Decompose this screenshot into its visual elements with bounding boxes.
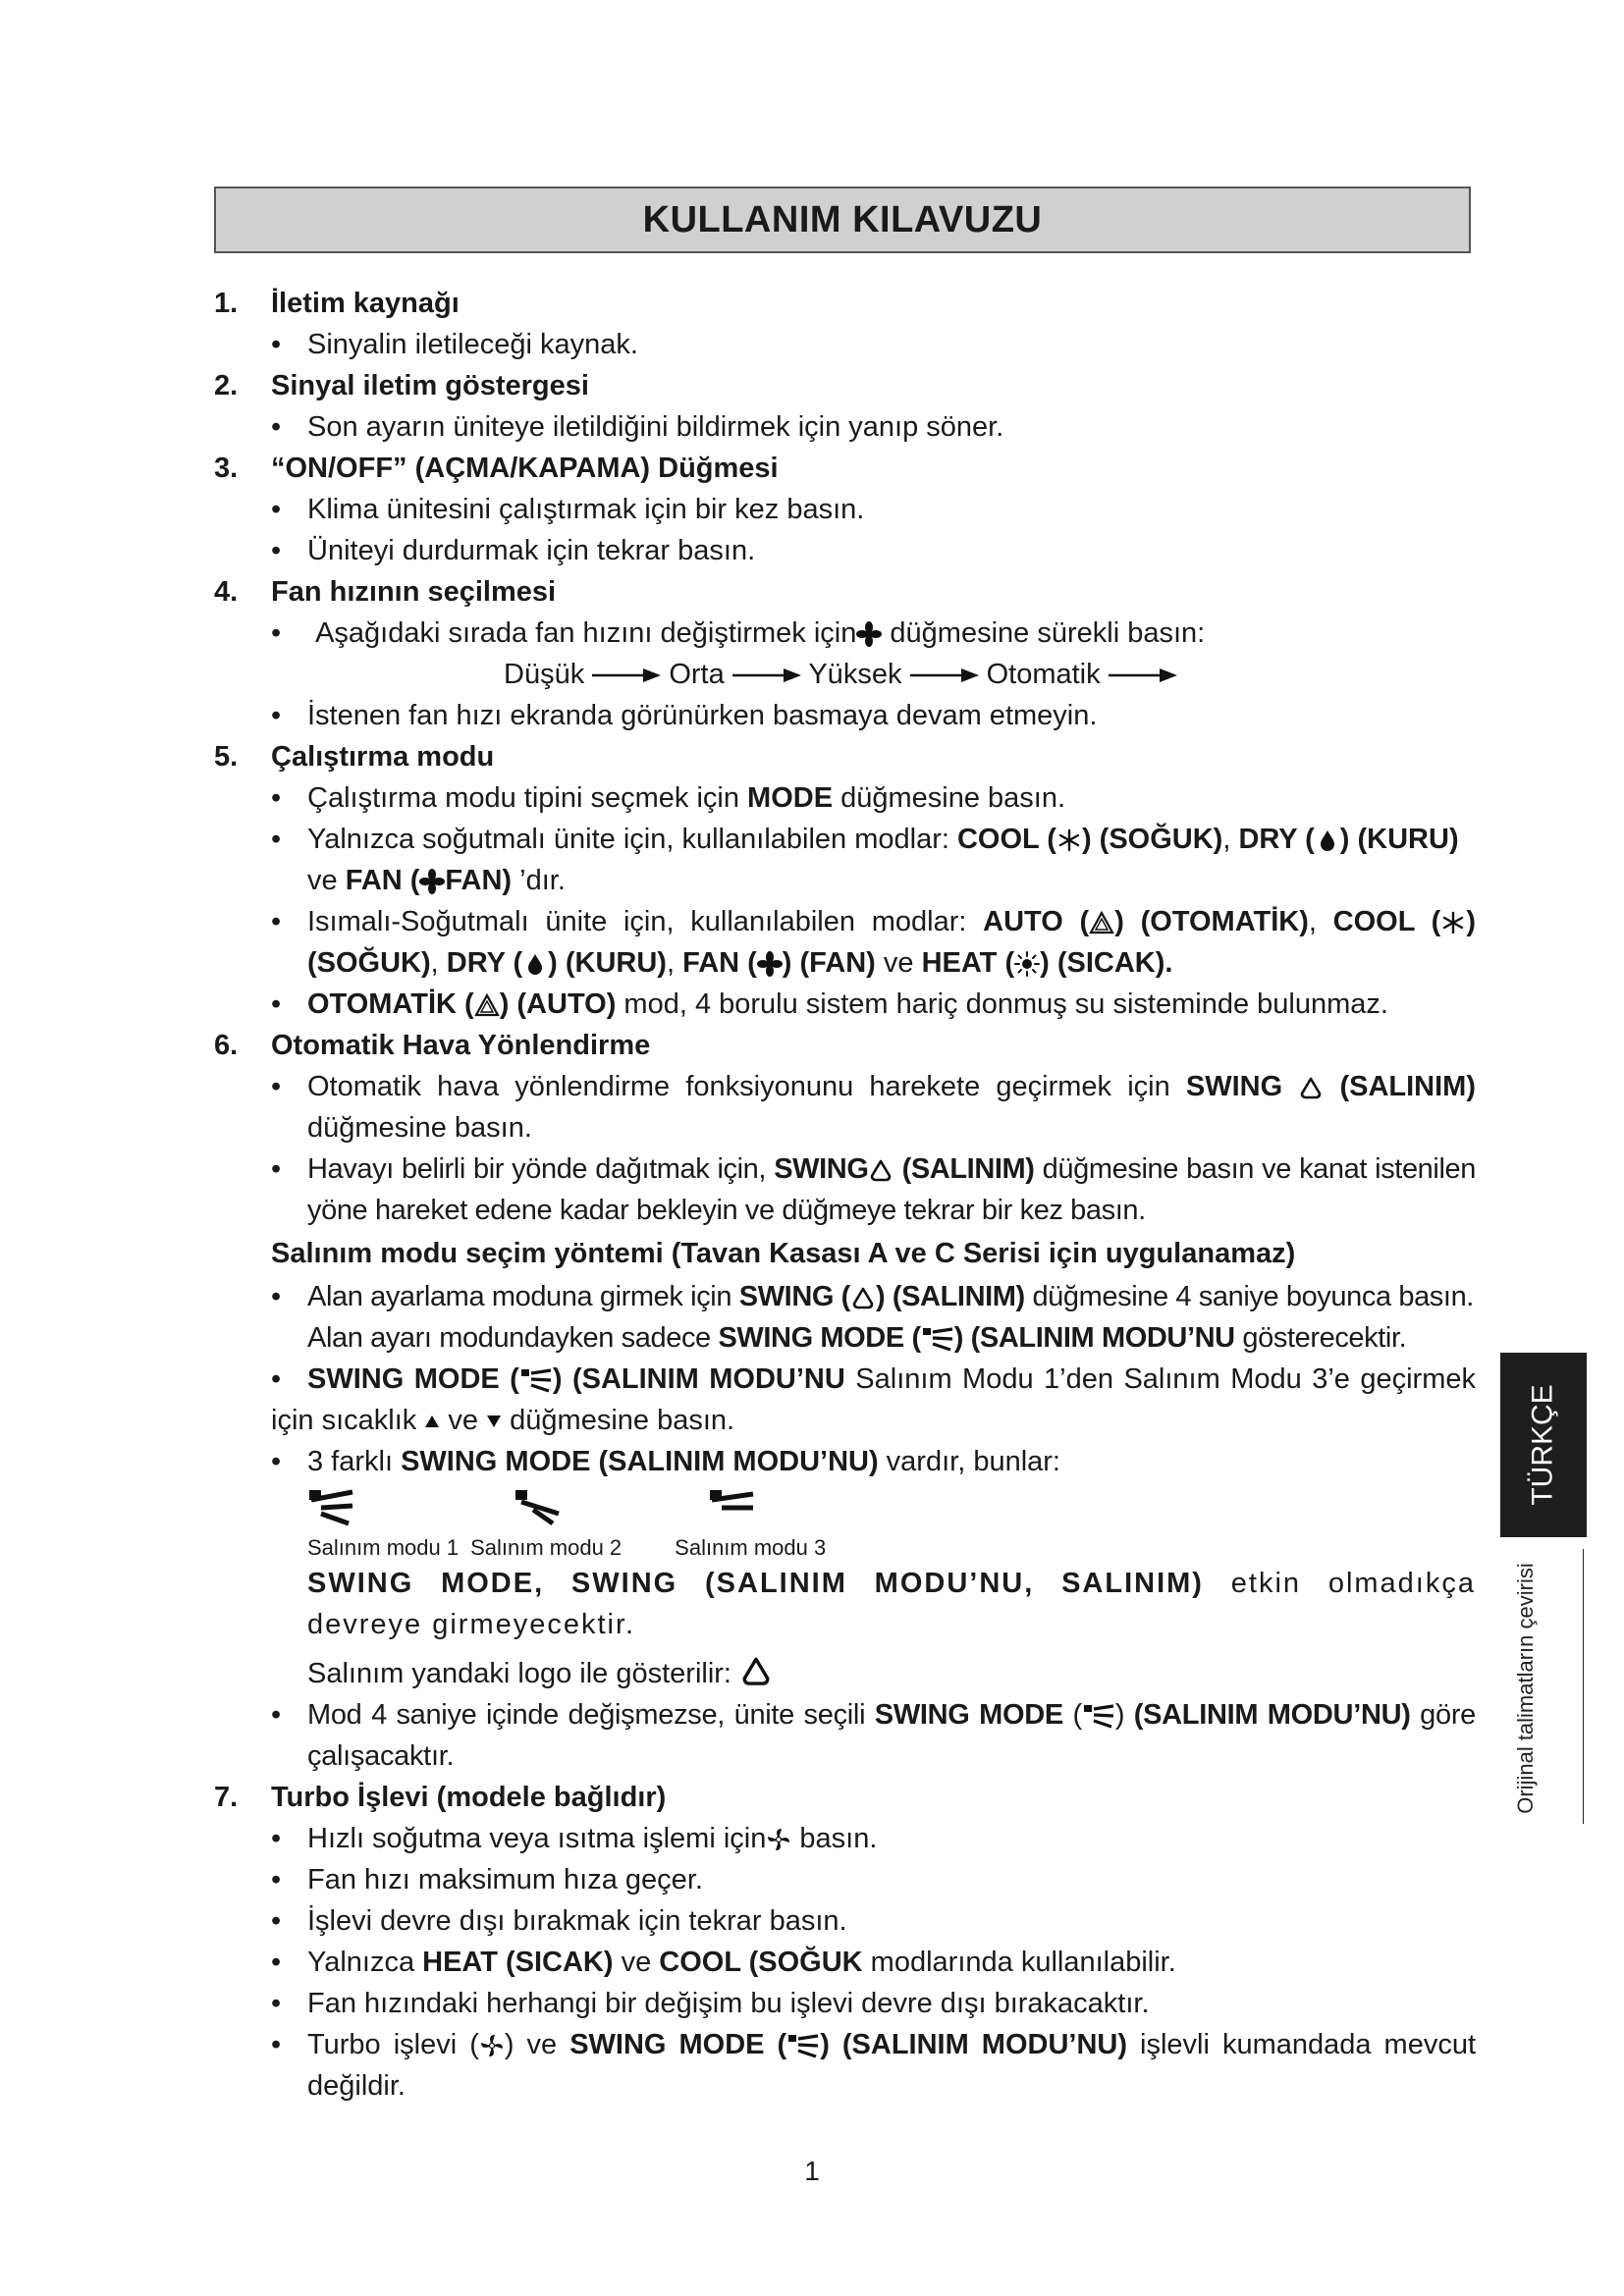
section-4-bullet-2: • İstenen fan hızı ekranda görünürken basmaya devam etmeyin. (214, 695, 1476, 736)
section-2-bullet-1: • Son ayarın üniteye iletildiğini bildirmek için yanıp söner. (214, 406, 1476, 448)
swing-mode-1-icon (307, 1488, 356, 1527)
swing-mode-subheading: Salınım modu seçim yöntemi (Tavan Kasası A ve C Serisi için uygulanamaz) (271, 1238, 1296, 1269)
fan-icon (856, 621, 882, 647)
section-6-bullet-1: • Otomatik hava yönlendirme fonksiyonunu harekete geçirmek için SWING (SALINIM) düğmesine basın. (214, 1066, 1476, 1148)
section-5-heading: 5. Çalıştırma modu (214, 741, 495, 773)
side-divider (1583, 1549, 1584, 1824)
section-6-bullet-5: • 3 farklı SWING MODE (SALINIM MODU’NU) vardır, bunlar: (214, 1441, 1476, 1482)
swing-icon (739, 1654, 773, 1687)
section-7-bullet-1: • Hızlı soğutma veya ısıtma işlemi için basın. (214, 1818, 1476, 1859)
section-7-bullet-5: • Fan hızındaki herhangi bir değişim bu işlevi devre dışı bırakacaktır. (214, 1983, 1476, 2024)
language-tab: TÜRKÇE (1500, 1353, 1587, 1537)
swing-mode-icon (519, 1367, 553, 1393)
swing-icon (850, 1285, 876, 1310)
drop-icon (522, 951, 548, 977)
translation-note: Orijinal talimatların çevirisi (1513, 1563, 1539, 1814)
arrow-icon (910, 666, 979, 685)
down-triangle-icon (486, 1414, 502, 1429)
page-number: 1 (804, 2156, 820, 2186)
swing-note: SWING MODE, SWING (SALINIM MODU’NU, SALINIM) etkin olmadıkça devreye girmeyecektir. (307, 1568, 1476, 1640)
swing-mode-icon (1082, 1703, 1115, 1729)
section-5-bullet-3: • Isımalı-Soğutmalı ünite için, kullanılabilen modlar: AUTO ( ) (OTOMATİK), COOL ( ) (SOĞUK), DRY ( ) (KURU), FAN ( ) (FAN) ve HEAT ( ) (SICAK). (214, 901, 1476, 984)
page-title: KULLANIM KILAVUZU (214, 187, 1471, 253)
swing-mode-icons (214, 1488, 1476, 1533)
arrow-icon (732, 666, 801, 685)
turbo-icon (479, 2033, 505, 2058)
section-6-bullet-3: • Alan ayarlama moduna girmek için SWING ( ) (SALINIM) düğmesine 4 saniye boyunca basın. Alan ayarı modundayken sadece SWING MODE ( ) (SALINIM MODU’NU gösterecektir. (214, 1276, 1476, 1359)
section-6-bullet-2: • Havayı belirli bir yönde dağıtmak için, SWING (SALINIM) düğmesine basın ve kanat istenilen yöne hareket edene kadar bekleyin ve düğmeye tekrar bir kez basın. (214, 1148, 1476, 1231)
fan-icon (757, 951, 783, 977)
section-5-bullet-1: • Çalıştırma modu tipini seçmek için MODE düğmesine basın. (214, 777, 1476, 819)
section-5-bullet-4: • OTOMATİK ( ) (AUTO) mod, 4 borulu sistem hariç donmuş su sisteminde bulunmaz. (214, 984, 1476, 1025)
turbo-icon (766, 1827, 791, 1852)
swing-mode-icon (786, 2033, 820, 2058)
swing-mode-1-caption: Salınım modu 1 (307, 1535, 460, 1560)
snowflake-icon (1056, 828, 1082, 853)
section-4-bullet-1: • Aşağıdaki sırada fan hızını değiştirmek için düğmesine sürekli basın: (214, 613, 1476, 654)
section-1-bullet-1: • Sinyalin iletileceği kaynak. (214, 324, 1476, 365)
section-7-bullet-3: • İşlevi devre dışı bırakmak için tekrar basın. (214, 1900, 1476, 1942)
arrow-icon (592, 666, 661, 685)
snowflake-icon (1440, 910, 1466, 935)
section-7-bullet-6: • Turbo işlevi ( ) ve SWING MODE ( ) (SALINIM MODU’NU) işlevli kumandada mevcut değildir. (214, 2024, 1476, 2107)
fan-speed-sequence: Düşük Orta Yüksek Otomatik (214, 654, 1476, 695)
manual-content (214, 283, 1476, 2107)
fan-icon (419, 869, 445, 894)
section-7-bullet-2: • Fan hızı maksimum hıza geçer. (214, 1859, 1476, 1900)
section-3-heading: 3. “ON/OFF” (AÇMA/KAPAMA) Düğmesi (214, 453, 779, 484)
swing-mode-captions (214, 1533, 1476, 1563)
swing-mode-2-caption: Salınım modu 2 (470, 1535, 623, 1560)
drop-icon (1315, 828, 1340, 853)
section-6-bullet-4: • SWING MODE ( ) (SALINIM MODU’NU Salınım Modu 1’den Salınım Modu 3’e geçirmek için sıcaklık ve düğmesine basın. (214, 1359, 1476, 1441)
up-triangle-icon (424, 1414, 440, 1429)
swing-icon (1298, 1075, 1324, 1100)
swing-icon (868, 1157, 893, 1183)
triangle-icon (474, 992, 500, 1018)
swing-logo-text: Salınım yandaki logo ile gösterilir: (214, 1653, 1476, 1694)
swing-mode-icon (921, 1326, 954, 1352)
section-6-heading: 6. Otomatik Hava Yönlendirme (214, 1030, 651, 1061)
section-7-heading: 7. Turbo İşlevi (modele bağlıdır) (214, 1782, 667, 1813)
section-3-bullet-1: • Klima ünitesini çalıştırmak için bir kez basın. (214, 489, 1476, 530)
triangle-icon (1089, 910, 1114, 935)
swing-mode-3-icon (708, 1488, 757, 1527)
section-7-bullet-4: • Yalnızca HEAT (SICAK) ve COOL (SOĞUK modlarında kullanılabilir. (214, 1942, 1476, 1983)
swing-mode-3-caption: Salınım modu 3 (675, 1535, 827, 1560)
section-4-heading: 4. Fan hızının seçilmesi (214, 576, 557, 608)
section-6-bullet-6: • Mod 4 saniye içinde değişmezse, ünite seçili SWING MODE ( ) (SALINIM MODU’NU) göre çalışacaktır. (214, 1694, 1476, 1777)
section-3-bullet-2: • Üniteyi durdurmak için tekrar basın. (214, 530, 1476, 571)
section-5-bullet-2: • Yalnızca soğutmalı ünite için, kullanılabilen modlar: COOL ( ) (SOĞUK), DRY ( ) (KURU) ve FAN ( FAN) ’dır. (214, 819, 1476, 901)
section-2-heading: 2. Sinyal iletim göstergesi (214, 370, 589, 401)
arrow-icon (1109, 666, 1177, 685)
section-1-heading: 1. İletim kaynağı (214, 288, 460, 319)
swing-mode-2-icon (514, 1488, 563, 1527)
sun-icon (1014, 951, 1040, 977)
